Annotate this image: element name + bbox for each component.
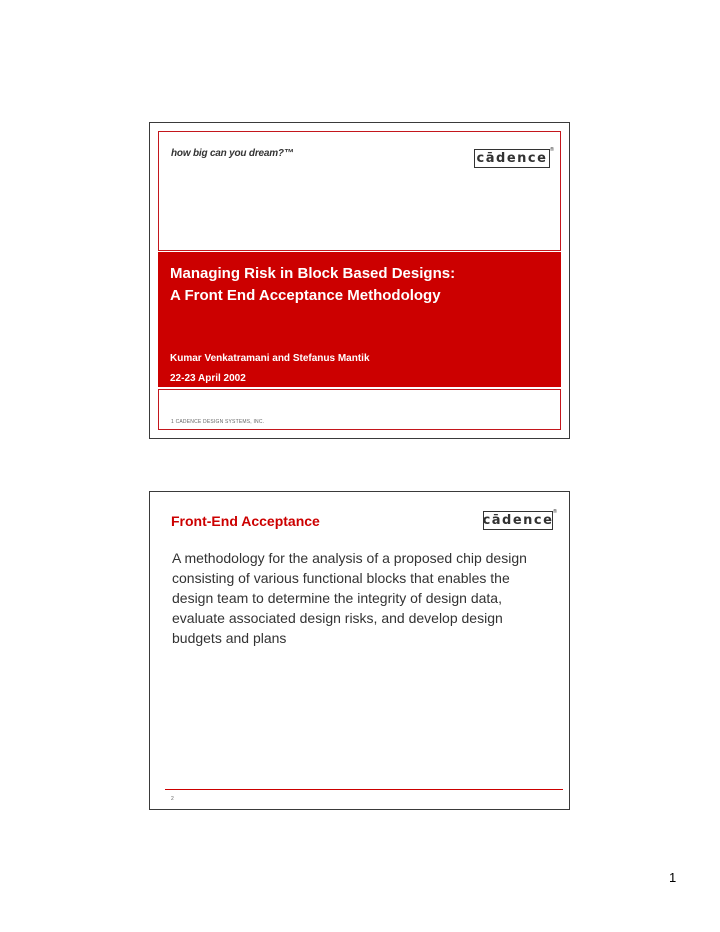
- author-block: [170, 349, 370, 389]
- slide-1: [149, 122, 570, 439]
- presentation-title: [170, 263, 455, 307]
- slide-2-body: A methodology for the analysis of a proposed chip design consisting of various functional blocks that enables the design team to determine the integrity of design data, evaluate associated design risks, and develop design budgets and plans: [172, 550, 527, 646]
- page-number: 1: [669, 870, 677, 885]
- cadence-logo: [474, 147, 556, 168]
- cadence-logo-text: cādence: [476, 151, 548, 166]
- slide-1-header-frame: [158, 131, 561, 251]
- slide-1-footer: 1 CADENCE DESIGN SYSTEMS, INC.: [171, 419, 265, 425]
- slide-2-number: 2: [171, 796, 174, 802]
- slide-2-title: Front-End Acceptance: [171, 513, 320, 529]
- tagline: how big can you dream?™: [171, 148, 294, 159]
- slide-1-footer-frame: [158, 389, 561, 430]
- authors: Kumar Venkatramani and Stefanus Mantik: [170, 353, 370, 364]
- title-line-2: A Front End Acceptance Methodology: [170, 287, 441, 304]
- registered-mark: ®: [552, 509, 559, 515]
- cadence-logo-text: cādence: [482, 513, 554, 528]
- registered-mark: ®: [549, 147, 556, 153]
- title-panel: [158, 252, 561, 387]
- footer-divider: [165, 789, 563, 790]
- presentation-date: 22-23 April 2002: [170, 373, 246, 384]
- slide-2: [149, 491, 570, 810]
- title-line-1: Managing Risk in Block Based Designs:: [170, 265, 456, 282]
- cadence-logo: [482, 509, 559, 530]
